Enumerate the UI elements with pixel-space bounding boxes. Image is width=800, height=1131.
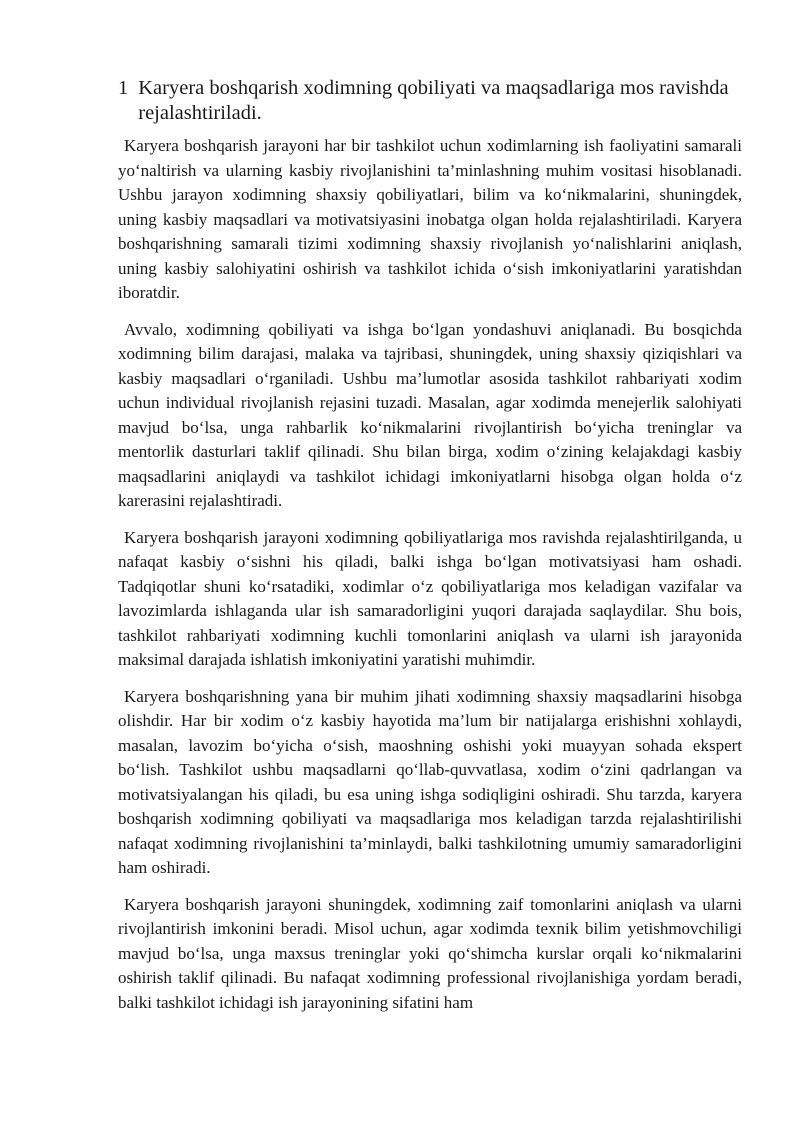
section-heading [118,76,742,126]
document-page [118,76,742,1027]
section-number: 1 [118,77,129,99]
paragraph-4: Karyera boshqarishning yana bir muhim jihati xodimning shaxsiy maqsadlarini hisobga olishdir. Har bir xodim o‘z kasbiy hayotida ma’lum bir natijalarga erishishni xohlaydi, masalan, lavozim bo‘yicha o‘sish, maoshning oshishi yoki muayyan sohada ekspert bo‘lish. Tashkilot ushbu maqsadlarni qo‘llab-quvvatlasa, xodim o‘zini qadrlangan va motivatsiyalangan his qiladi, bu esa uning ishga sodiqligini oshiradi. Shu tarzda, karyera boshqarish xodimning qobiliyati va maqsadlariga mos keladigan tarzda rejalashtirilishi nafaqat xodimning rivojlanishini ta’minlaydi, balki tashkilotning umumiy samaradorligini ham oshiradi. [118,686,742,877]
paragraph-2: Avvalo, xodimning qobiliyati va ishga bo‘lgan yondashuvi aniqlanadi. Bu bosqichda xodimning bilim darajasi, malaka va tajribasi, shuningdek, uning shaxsiy qiziqishlari va kasbiy maqsadlari o‘rganiladi. Ushbu ma’lumotlar asosida tashkilot rahbariyati xodim uchun individual rivojlanish rejasini tuzadi. Masalan, agar xodimda menejerlik salohiyati mavjud bo‘lsa, unga rahbarlik ko‘nikmalarini rivojlantirish bo‘yicha treninglar va mentorlik dasturlari taklif qilinadi. Shu bilan birga, xodim o‘zining kelajakdagi kasbiy maqsadlarini aniqlaydi va tashkilot ichidagi imkoniyatlarni hisobga olgan holda o‘z karerasini rejalashtiradi. [118,319,742,510]
paragraph-5: Karyera boshqarish jarayoni shuningdek, xodimning zaif tomonlarini aniqlash va ularni rivojlantirish imkonini beradi. Misol uchun, agar xodimda texnik bilim yetishmovchiligi mavjud bo‘lsa, unga maxsus treninglar yoki qo‘shimcha kurslar orqali ko‘nikmalarini oshirish taklif qilinadi. Bu nafaqat xodimning professional rivojlanishiga yordam beradi, balki tashkilot ichidagi ish jarayonining sifatini ham [118,894,742,1012]
paragraph-3: Karyera boshqarish jarayoni xodimning qobiliyatlariga mos ravishda rejalashtirilganda, u nafaqat kasbiy o‘sishni his qiladi, balki ishga bo‘lgan motivatsiyasi ham oshadi. Tadqiqotlar shuni ko‘rsatadiki, xodimlar o‘z qobiliyatlariga mos keladigan vazifalar va lavozimlarda ishlaganda ular ish samaradorligini yuqori darajada saqlaydilar. Shu bois, tashkilot rahbariyati xodimning kuchli tomonlarini aniqlash va ularni ish jarayonida maksimal darajada ishlatish imkoniyatini yaratishi muhimdir. [118,527,742,669]
paragraph-1: Karyera boshqarish jarayoni har bir tashkilot uchun xodimlarning ish faoliyatini samarali yo‘naltirish va ularning kasbiy rivojlanishini ta’minlashning muhim vositasi hisoblanadi. Ushbu jarayon xodimning shaxsiy qobiliyatlari, bilim va ko‘nikmalarini, shuningdek, uning kasbiy maqsadlari va motivatsiyasini inobatga olgan holda rejalashtiriladi. Karyera boshqarishning samarali tizimi xodimning shaxsiy rivojlanish yo‘nalishlarini aniqlash, uning kasbiy salohiyatini oshirish va tashkilot ichida o‘sish imkoniyatlarini yaratishdan iboratdir. [118,136,742,302]
section-title: Karyera boshqarish xodimning qobiliyati va maqsadlariga mos ravishda rejalashtiriladi. [138,77,729,124]
